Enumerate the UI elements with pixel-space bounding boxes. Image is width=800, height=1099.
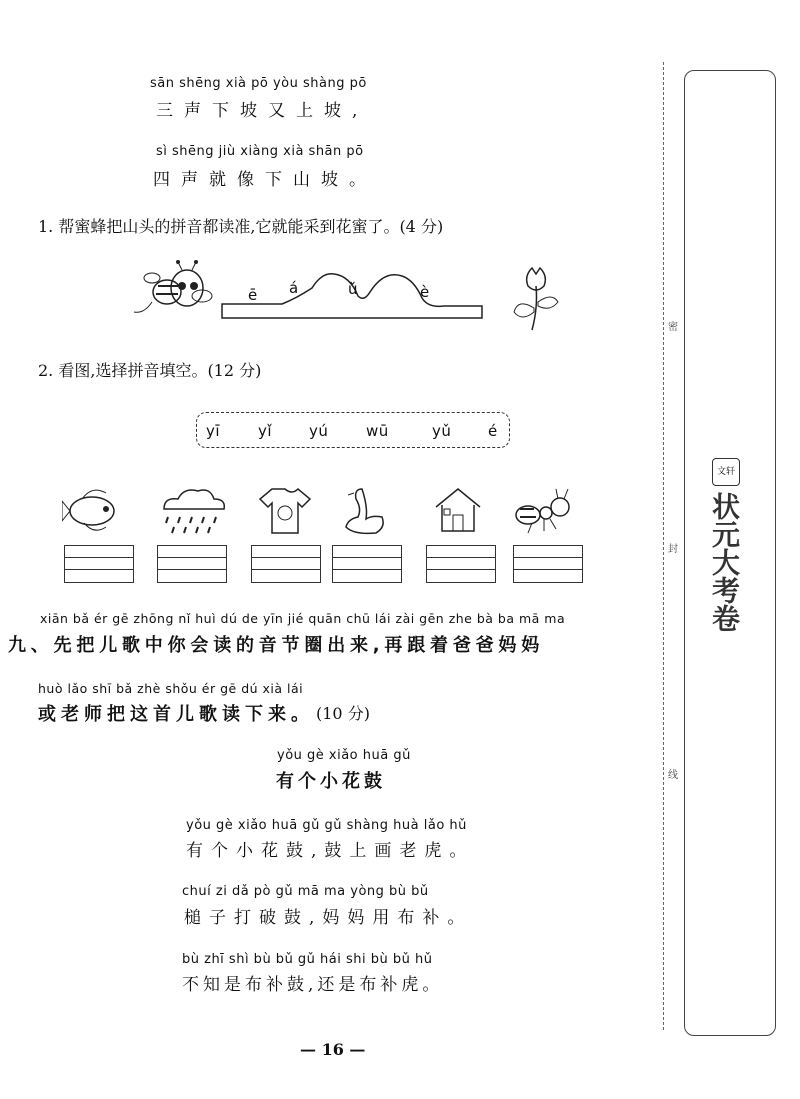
song-line3-text: 不知是布补鼓,还是布补虎。 [182, 975, 444, 995]
section9-line1-text: 九、先把儿歌中你会读的音节圈出来,再跟着爸爸妈妈 [8, 635, 545, 656]
writing-grid[interactable] [157, 545, 227, 583]
intro-line2-text: 四声就像下山坡。 [153, 170, 377, 190]
song-line1-text: 有个小花鼓,鼓上画老虎。 [186, 841, 475, 861]
song-line3-pinyin: bù zhī shì bù bǔ gǔ hái shi bù bǔ hǔ [182, 952, 433, 967]
section9-line2-text: 或老师把这首儿歌读下来。 [38, 704, 314, 725]
goose-picture [342, 485, 392, 535]
song-title: 有个小花鼓 [276, 771, 386, 792]
song-line1-pinyin: yǒu gè xiǎo huā gǔ gǔ shàng huà lǎo hǔ [186, 818, 467, 833]
publisher-logo-icon: 文轩 [712, 458, 740, 486]
option-yu2: yú [309, 422, 329, 440]
writing-grid[interactable] [513, 545, 583, 583]
seal-mark-mi: 密 [668, 322, 678, 333]
section9-line2-pinyin: huò lǎo shī bǎ zhè shǒu ér gē dú xià lái [38, 681, 304, 696]
song-title-pinyin: yǒu gè xiǎo huā gǔ [277, 748, 411, 763]
brand-logo-text: 状元大考卷 [708, 492, 741, 632]
intro-line1-text: 三声下坡又上坡, [156, 101, 369, 121]
song-line2-text: 槌子打破鼓,妈妈用布补。 [184, 908, 473, 928]
writing-grid[interactable] [251, 545, 321, 583]
intro-line1-pinyin: sān shēng xià pō yòu shàng pō [150, 76, 367, 91]
seal-mark-xian: 线 [668, 770, 678, 781]
mountain-syllable-4: è [420, 283, 430, 301]
option-yi3: yǐ [258, 422, 273, 440]
intro-line2-pinyin: sì shēng jiù xiàng xià shān pō [156, 144, 364, 159]
bee-icon [134, 260, 212, 312]
page-number: — 16 — [300, 1040, 366, 1059]
bee-mountain-illustration [122, 258, 572, 334]
fish-picture [62, 485, 126, 535]
option-yi1: yī [206, 422, 221, 440]
question-1: 1. 帮蜜蜂把山头的拼音都读准,它就能采到花蜜了。(4 分) [38, 217, 444, 236]
house-picture [430, 485, 486, 535]
section9-line1-pinyin: xiān bǎ ér gē zhōng nǐ huì dú de yīn jié quān chū lái zài gēn zhe bà ba mā ma [40, 611, 566, 626]
seal-dashed-line [663, 62, 664, 1030]
song-line2-pinyin: chuí zi dǎ pò gǔ mā ma yòng bù bǔ [182, 884, 429, 899]
mountain-syllable-2: á [289, 279, 299, 297]
option-e2: é [488, 422, 498, 440]
tulip-icon [514, 268, 558, 330]
pinyin-options-box [196, 412, 510, 448]
writing-grid[interactable] [64, 545, 134, 583]
writing-grid[interactable] [426, 545, 496, 583]
writing-grid[interactable] [332, 545, 402, 583]
mountain-syllable-1: ē [248, 286, 258, 304]
ant-picture [512, 485, 576, 535]
mountain-syllable-3: ǔ [348, 280, 359, 298]
shirt-picture [258, 485, 312, 535]
seal-mark-feng: 封 [668, 544, 678, 555]
section9-score: (10 分) [316, 704, 370, 723]
option-yu3: yǔ [432, 422, 452, 440]
question-2: 2. 看图,选择拼音填空。(12 分) [38, 361, 262, 380]
option-wu1: wū [366, 422, 389, 440]
rain-cloud-picture [152, 485, 232, 535]
